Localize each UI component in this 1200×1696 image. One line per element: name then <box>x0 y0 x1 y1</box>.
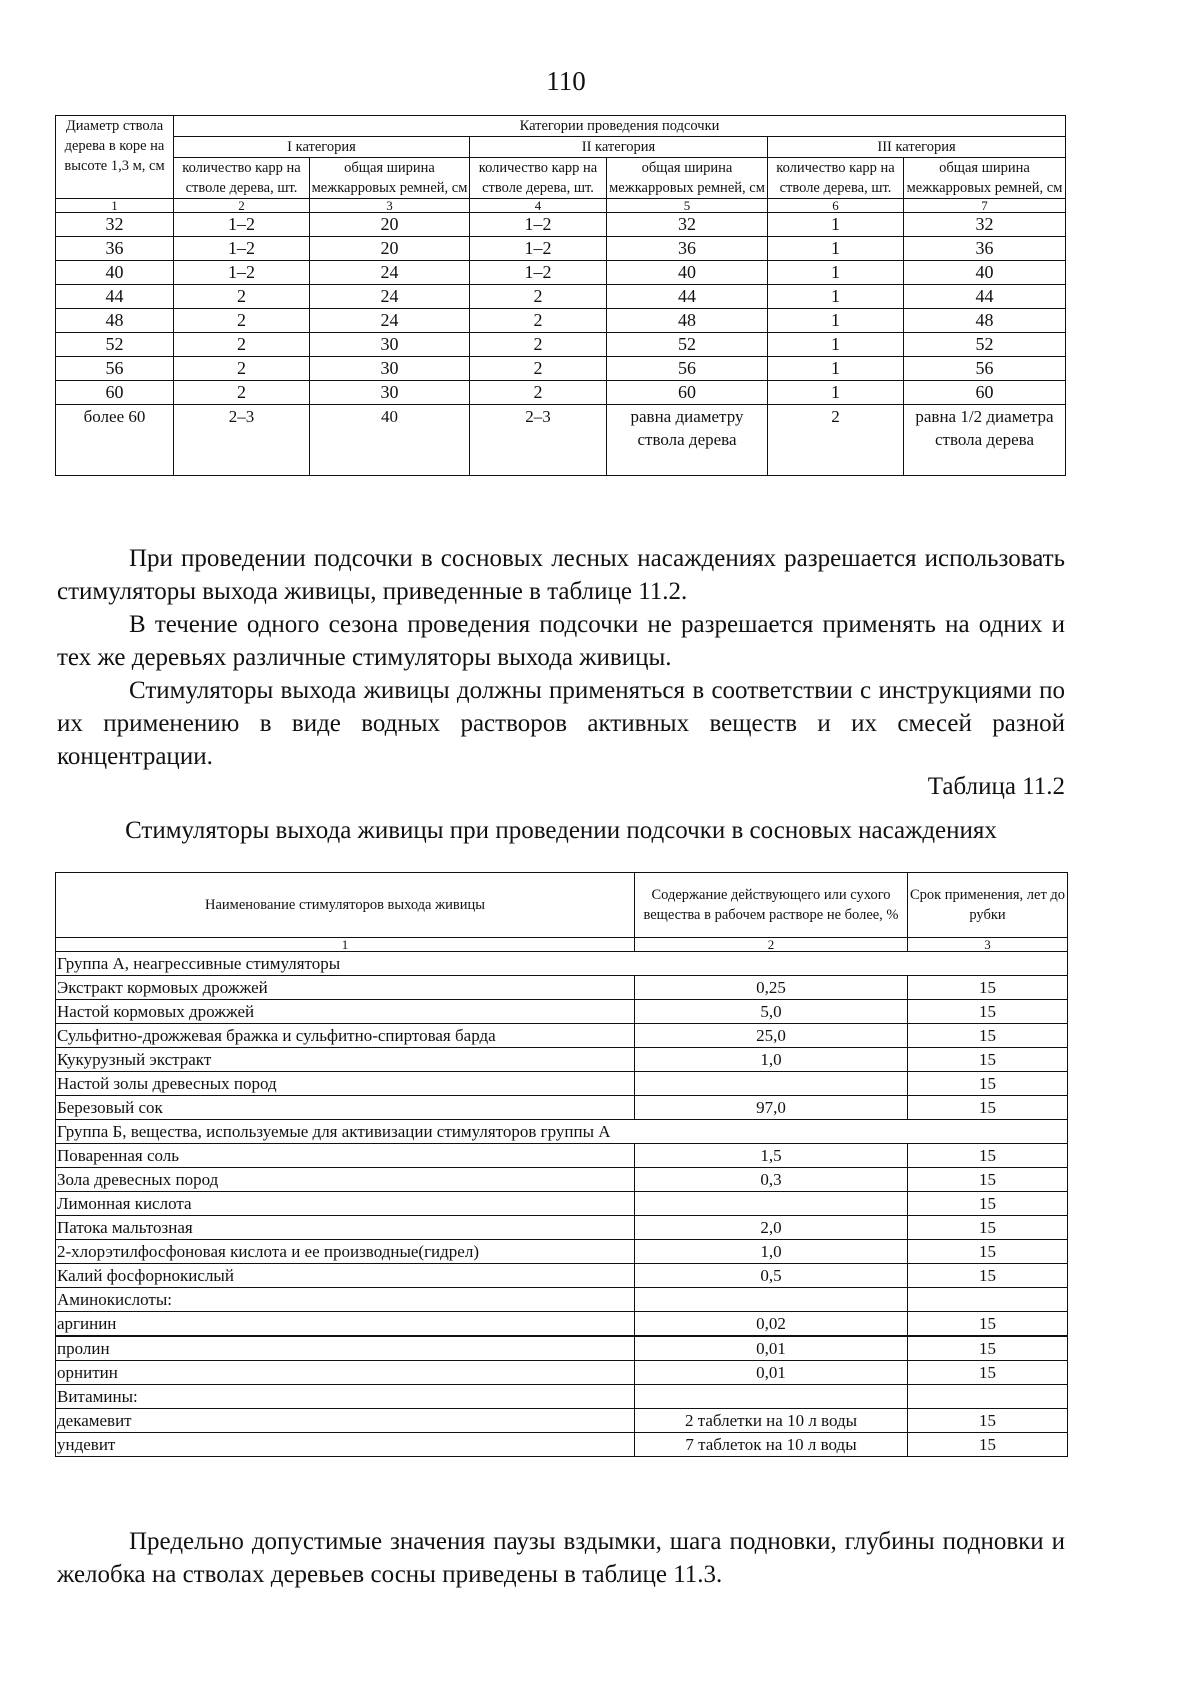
table-cell: 1 <box>768 333 904 357</box>
table-cell: 40 <box>607 261 768 285</box>
table-cell: 2 <box>174 357 310 381</box>
table-row <box>56 1433 1068 1457</box>
table-row <box>56 1361 1068 1385</box>
content-value: 0,25 <box>635 976 908 1000</box>
term-value: 15 <box>908 1096 1068 1120</box>
group-label: Группа А, неагрессивные стимуляторы <box>56 952 1068 976</box>
term-value: 15 <box>908 1409 1068 1433</box>
content-value: 25,0 <box>635 1024 908 1048</box>
content-value: 2,0 <box>635 1216 908 1240</box>
term-value: 15 <box>908 1048 1068 1072</box>
content-value <box>635 1385 908 1409</box>
table-cell: 1–2 <box>174 237 310 261</box>
stimulator-name: Зола древесных пород <box>56 1168 635 1192</box>
table1-category-header: I категория <box>174 137 470 158</box>
table-cell: 52 <box>56 333 174 357</box>
stimulator-name: пролин <box>56 1336 635 1361</box>
table-row <box>56 1288 1068 1312</box>
term-value: 15 <box>908 1433 1068 1457</box>
paragraph <box>57 674 1065 773</box>
table-row <box>56 213 1066 237</box>
table-row <box>56 357 1066 381</box>
column-number: 4 <box>470 199 607 213</box>
group-row <box>56 1120 1068 1144</box>
table-cell: 60 <box>607 381 768 405</box>
stimulator-name: декамевит <box>56 1409 635 1433</box>
content-value: 0,5 <box>635 1264 908 1288</box>
term-value: 15 <box>908 976 1068 1000</box>
table-row <box>56 1264 1068 1288</box>
term-value: 15 <box>908 1216 1068 1240</box>
content-value: 2 таблетки на 10 л воды <box>635 1409 908 1433</box>
table-cell: 32 <box>904 213 1066 237</box>
stimulator-name: Поваренная соль <box>56 1144 635 1168</box>
table-cell: 56 <box>904 357 1066 381</box>
table-row <box>56 1409 1068 1433</box>
table-row <box>56 1000 1068 1024</box>
table-cell: 30 <box>310 381 470 405</box>
paragraph <box>57 608 1065 674</box>
table-row <box>56 309 1066 333</box>
stimulator-name: Экстракт кормовых дрожжей <box>56 976 635 1000</box>
table-cell: 2 <box>470 333 607 357</box>
table1-sub-header: общая ширина межкарровых ремней, см <box>904 158 1066 199</box>
table-cell: 2 <box>470 285 607 309</box>
column-number: 3 <box>908 938 1068 952</box>
table-cell: 2 <box>174 309 310 333</box>
column-number: 1 <box>56 938 635 952</box>
table2-header-term: Срок применения, лет до рубки <box>908 873 1068 938</box>
table-cell: 32 <box>56 213 174 237</box>
table-row <box>56 1168 1068 1192</box>
table-row <box>56 261 1066 285</box>
term-value: 15 <box>908 1168 1068 1192</box>
column-number: 2 <box>174 199 310 213</box>
content-value: 0,01 <box>635 1336 908 1361</box>
table-row <box>56 976 1068 1000</box>
stimulator-name: Калий фосфорнокислый <box>56 1264 635 1288</box>
table-cell: 52 <box>904 333 1066 357</box>
column-number: 5 <box>607 199 768 213</box>
table-row <box>56 1216 1068 1240</box>
table-cell: 44 <box>56 285 174 309</box>
table-cell: 60 <box>56 381 174 405</box>
table-cell: 1 <box>768 213 904 237</box>
table-cell: 1–2 <box>470 261 607 285</box>
table2-header-name: Наименование стимуляторов выхода живицы <box>56 873 635 938</box>
table-cell: 2 <box>470 357 607 381</box>
table-row <box>56 1144 1068 1168</box>
term-value: 15 <box>908 1000 1068 1024</box>
table-cell: 1–2 <box>470 213 607 237</box>
content-value <box>635 1288 908 1312</box>
table-row <box>56 1024 1068 1048</box>
content-value <box>635 1072 908 1096</box>
stimulator-name: Березовый сок <box>56 1096 635 1120</box>
term-value: 15 <box>908 1264 1068 1288</box>
table-cell: 48 <box>56 309 174 333</box>
table1-group-header: Категории проведения подсочки <box>174 116 1066 137</box>
table-row <box>56 1312 1068 1337</box>
table-row <box>56 285 1066 309</box>
table-cell: 2 <box>174 333 310 357</box>
term-value: 15 <box>908 1144 1068 1168</box>
stimulator-name: 2-хлорэтилфосфоновая кислота и ее производные(гидрел) <box>56 1240 635 1264</box>
table-cell: 36 <box>607 237 768 261</box>
table-cell: равна 1/2 диаметра ствола дерева <box>904 405 1066 476</box>
table-cell: 1 <box>768 309 904 333</box>
paragraph-text: Стимуляторы выхода живицы должны применяться в соответствии с инструкциями по их применению в виде водных растворов активных веществ и их смесей разной концентрации. <box>57 677 1065 770</box>
table-row <box>56 381 1066 405</box>
table-cell: 1 <box>768 381 904 405</box>
table-row <box>56 1336 1068 1361</box>
table-cell: 2 <box>174 381 310 405</box>
stimulator-name: Сульфитно-дрожжевая бражка и сульфитно-спиртовая барда <box>56 1024 635 1048</box>
table2-header-content: Содержание действующего или сухого вещества в рабочем растворе не более, % <box>635 873 908 938</box>
table-row <box>56 333 1066 357</box>
table-cell: 1 <box>768 261 904 285</box>
table1-sub-header: общая ширина межкарровых ремней, см <box>310 158 470 199</box>
term-value <box>908 1288 1068 1312</box>
content-value: 97,0 <box>635 1096 908 1120</box>
term-value: 15 <box>908 1024 1068 1048</box>
table-cell: 24 <box>310 285 470 309</box>
table-cell: 1–2 <box>174 261 310 285</box>
term-value: 15 <box>908 1240 1068 1264</box>
table-cell: 40 <box>310 405 470 476</box>
stimulators-table <box>55 872 1068 1457</box>
table1-sub-header: количество карр на стволе дерева, шт. <box>768 158 904 199</box>
content-value: 1,0 <box>635 1240 908 1264</box>
closing-paragraph <box>57 1525 1065 1591</box>
table-cell: 56 <box>607 357 768 381</box>
table-cell: 2 <box>470 309 607 333</box>
table-row <box>56 1192 1068 1216</box>
table-cell: 24 <box>310 309 470 333</box>
page-number: 110 <box>546 66 586 96</box>
column-number: 1 <box>56 199 174 213</box>
table-cell: 1–2 <box>470 237 607 261</box>
table-row <box>56 237 1066 261</box>
table-cell: 1 <box>768 357 904 381</box>
table-row <box>56 1096 1068 1120</box>
content-value: 7 таблеток на 10 л воды <box>635 1433 908 1457</box>
content-value: 5,0 <box>635 1000 908 1024</box>
column-number: 3 <box>310 199 470 213</box>
table-cell: 30 <box>310 333 470 357</box>
term-value: 15 <box>908 1336 1068 1361</box>
table-cell: 48 <box>904 309 1066 333</box>
table-row <box>56 405 1066 476</box>
table-cell: 1 <box>768 237 904 261</box>
stimulator-name: орнитин <box>56 1361 635 1385</box>
stimulator-name: Патока мальтозная <box>56 1216 635 1240</box>
stimulator-name: Кукурузный экстракт <box>56 1048 635 1072</box>
content-value: 1,0 <box>635 1048 908 1072</box>
table-cell: равна диаметру ствола дерева <box>607 405 768 476</box>
term-value: 15 <box>908 1192 1068 1216</box>
diameter-category-table <box>55 115 1066 476</box>
term-value: 15 <box>908 1361 1068 1385</box>
table-cell: 40 <box>56 261 174 285</box>
paragraph <box>57 542 1065 608</box>
table-row <box>56 1048 1068 1072</box>
stimulator-name: ундевит <box>56 1433 635 1457</box>
paragraph-text: При проведении подсочки в сосновых лесных насаждениях разрешается использовать стимуляторы выхода живицы, приведенные в таблице 11.2. <box>57 545 1065 605</box>
table-cell: 2 <box>174 285 310 309</box>
table1-sub-header: общая ширина межкарровых ремней, см <box>607 158 768 199</box>
table-cell: 48 <box>607 309 768 333</box>
content-value: 0,3 <box>635 1168 908 1192</box>
table-label: Таблица 11.2 <box>927 773 1065 800</box>
group-label: Группа Б, вещества, используемые для активизации стимуляторов группы А <box>56 1120 1068 1144</box>
table-cell: 30 <box>310 357 470 381</box>
paragraph-text: Предельно допустимые значения паузы вздымки, шага подновки, глубины подновки и желобка на стволах деревьев сосны приведены в таблице 11.3. <box>57 1528 1065 1588</box>
column-number: 2 <box>635 938 908 952</box>
table-cell: 2 <box>768 405 904 476</box>
stimulator-name: Настой кормовых дрожжей <box>56 1000 635 1024</box>
table-row <box>56 1385 1068 1409</box>
table1-category-header: II категория <box>470 137 768 158</box>
content-value <box>635 1192 908 1216</box>
table-cell: 2–3 <box>470 405 607 476</box>
stimulator-name: Лимонная кислота <box>56 1192 635 1216</box>
table-row <box>56 1240 1068 1264</box>
content-value: 0,02 <box>635 1312 908 1337</box>
group-row <box>56 952 1068 976</box>
table-cell: 56 <box>56 357 174 381</box>
table-cell: 40 <box>904 261 1066 285</box>
table-cell: 44 <box>904 285 1066 309</box>
table-cell: 20 <box>310 237 470 261</box>
stimulator-name: Настой золы древесных пород <box>56 1072 635 1096</box>
content-value: 0,01 <box>635 1361 908 1385</box>
column-number: 7 <box>904 199 1066 213</box>
table-cell: 36 <box>56 237 174 261</box>
term-value: 15 <box>908 1312 1068 1337</box>
table1-sub-header: количество карр на стволе дерева, шт. <box>470 158 607 199</box>
table-cell: 1–2 <box>174 213 310 237</box>
table-cell: 60 <box>904 381 1066 405</box>
stimulator-name: Аминокислоты: <box>56 1288 635 1312</box>
table-cell: 24 <box>310 261 470 285</box>
paragraph-text: В течение одного сезона проведения подсочки не разрешается применять на одних и тех же деревьях различные стимуляторы выхода живицы. <box>57 611 1065 671</box>
stimulator-name: Витамины: <box>56 1385 635 1409</box>
term-value <box>908 1385 1068 1409</box>
table-cell: 20 <box>310 213 470 237</box>
table1-category-header: III категория <box>768 137 1066 158</box>
table1-sub-header: количество карр на стволе дерева, шт. <box>174 158 310 199</box>
content-value: 1,5 <box>635 1144 908 1168</box>
table-cell: 2 <box>470 381 607 405</box>
table-cell: 1 <box>768 285 904 309</box>
table-cell: 36 <box>904 237 1066 261</box>
table-cell: 2–3 <box>174 405 310 476</box>
column-number: 6 <box>768 199 904 213</box>
table-cell: 32 <box>607 213 768 237</box>
table-cell: 44 <box>607 285 768 309</box>
table-row <box>56 1072 1068 1096</box>
table-title: Стимуляторы выхода живицы при проведении подсочки в сосновых насаждениях <box>125 817 997 844</box>
stimulator-name: аргинин <box>56 1312 635 1337</box>
table-cell: 52 <box>607 333 768 357</box>
table1-col1-header: Диаметр ствола дерева в коре на высоте 1,3 м, см <box>56 116 174 199</box>
table-cell: более 60 <box>56 405 174 476</box>
term-value: 15 <box>908 1072 1068 1096</box>
